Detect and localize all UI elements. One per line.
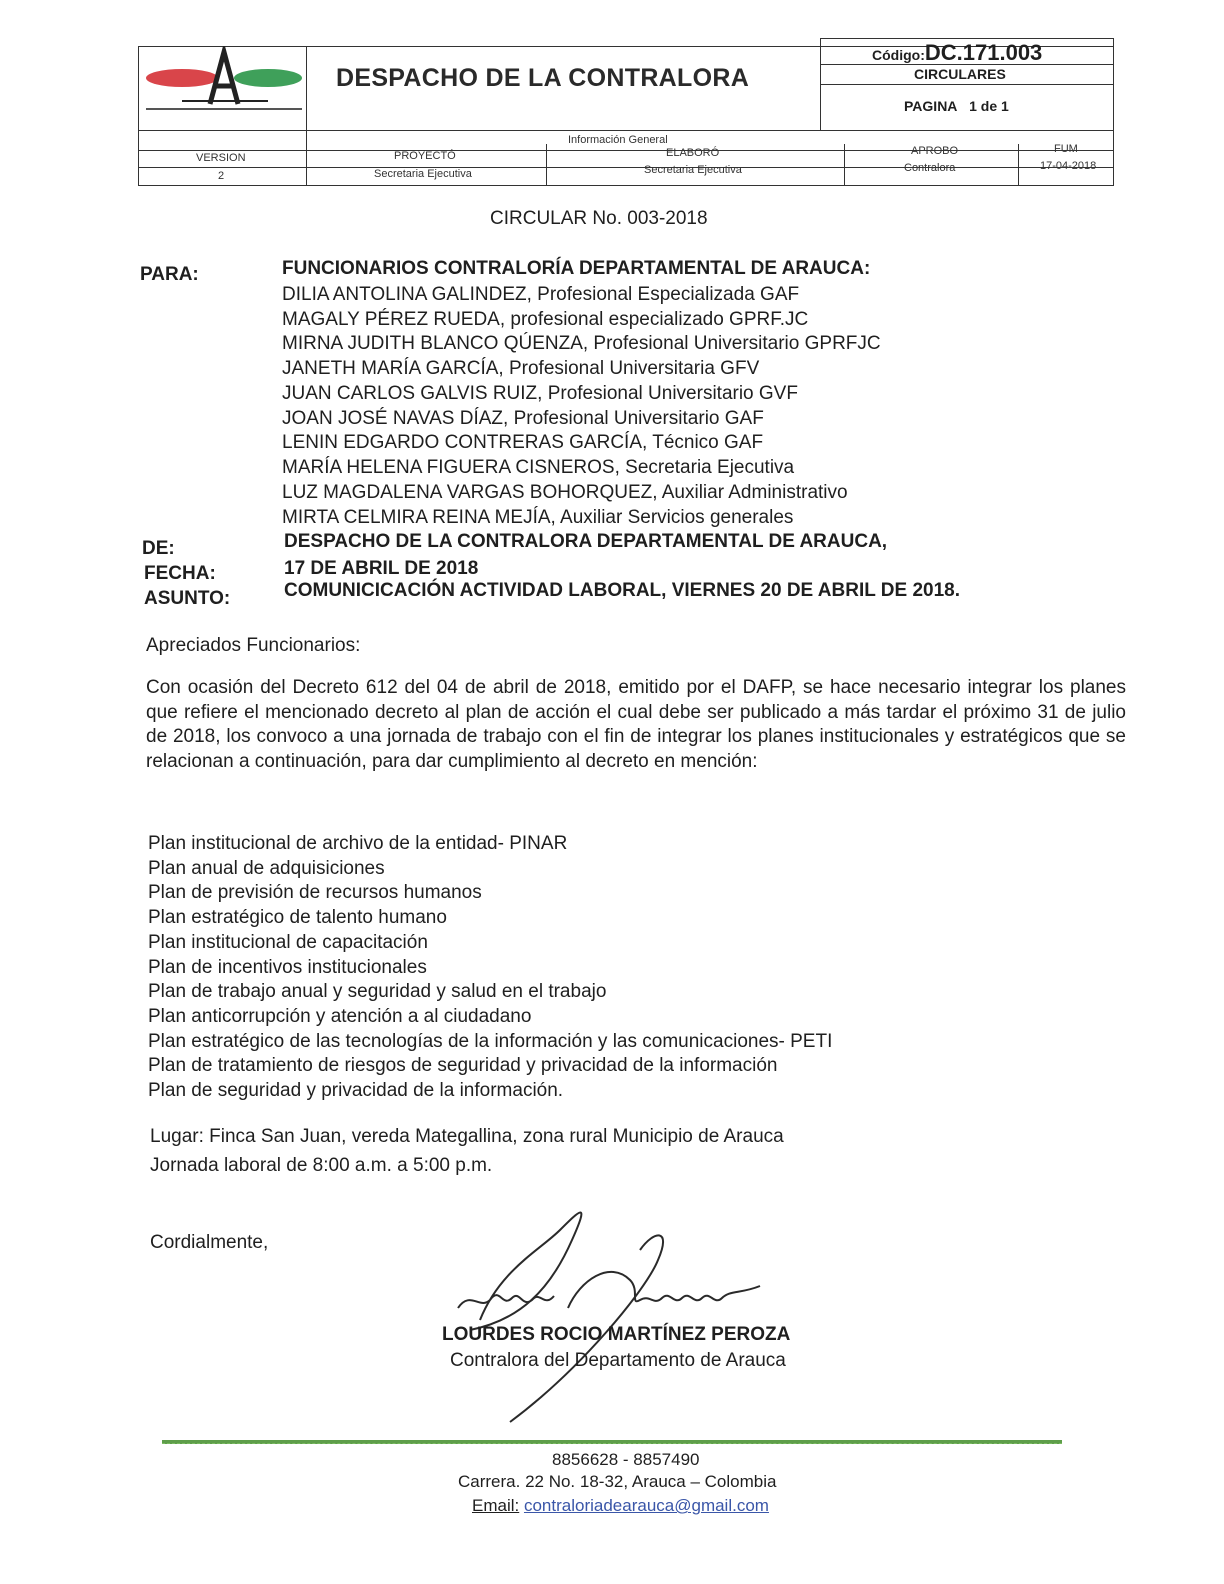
val-elaboro: Secretaria Ejecutiva <box>644 164 742 176</box>
val-version: 2 <box>218 170 225 182</box>
plan-item: Plan institucional de archivo de la entidad- PINAR <box>148 833 568 854</box>
recipient-line: JANETH MARÍA GARCÍA, Profesional Universitaria GFV <box>282 358 760 379</box>
document-title: DESPACHO DE LA CONTRALORA <box>336 64 750 92</box>
info-general-label: Información General <box>568 134 668 146</box>
jornada-line: Jornada laboral de 8:00 a.m. a 5:00 p.m. <box>150 1155 493 1176</box>
document-code <box>872 40 1042 66</box>
fecha-label: FECHA: <box>144 563 216 584</box>
plan-item: Plan de incentivos institucionales <box>148 956 427 978</box>
recipient-line: LENIN EDGARDO CONTRERAS GARCÍA, Técnico GAF <box>282 432 764 453</box>
page-value: 1 de 1 <box>969 98 1009 114</box>
asunto-label: ASUNTO: <box>144 588 231 609</box>
lugar-line: Lugar: Finca San Juan, vereda Mategallina, zona rural Municipio de Arauca <box>150 1126 784 1147</box>
recipient-line: MARÍA HELENA FIGUERA CISNEROS, Secretaria Ejecutiva <box>282 457 795 478</box>
de-label: DE: <box>142 538 175 559</box>
footer-address: Carrera. 22 No. 18-32, Arauca – Colombia <box>458 1472 777 1491</box>
email-label: Email: <box>472 1496 520 1515</box>
code-value: DC.171.003 <box>924 40 1043 65</box>
footer-divider <box>162 1440 1062 1444</box>
plan-item: Plan de trabajo anual y seguridad y salud en el trabajo <box>148 981 607 1003</box>
contraloria-logo <box>142 46 306 130</box>
footer-email <box>472 1496 769 1516</box>
de-value: DESPACHO DE LA CONTRALORA DEPARTAMENTAL DE ARAUCA, <box>284 531 888 552</box>
signer-name: LOURDES ROCIO MARTÍNEZ PEROZA <box>442 1324 791 1345</box>
document-header-table <box>138 38 1114 186</box>
body-paragraph: Con ocasión del Decreto 612 del 04 de abril de 2018, emitido por el DAFP, se hace necesario integrar los planes que refiere el mencionado decreto al plan de acción el cual debe ser publicado a más tardar el próximo 31 de julio de 2018, los convoco a una jornada de trabajo con el fin de integrar los planes institucionales y estratégicos que se relacionan a continuación, para dar cumplimiento al decreto en mención: <box>146 677 1126 772</box>
recipient-line: MIRNA JUDITH BLANCO QÚENZA, Profesional Universitario GPRFJC <box>282 333 881 354</box>
closing: Cordialmente, <box>150 1232 269 1253</box>
footer-phones: 8856628 - 8857490 <box>552 1450 700 1469</box>
plan-item: Plan de tratamiento de riesgos de seguridad y privacidad de la información <box>148 1055 778 1077</box>
plan-item: Plan anticorrupción y atención a al ciudadano <box>148 1005 532 1027</box>
recipient-line: LUZ MAGDALENA VARGAS BOHORQUEZ, Auxiliar Administrativo <box>282 482 848 503</box>
code-label: Código: <box>872 47 925 63</box>
plan-item: Plan estratégico de las tecnologías de la información y las comunicaciones- PETI <box>148 1030 833 1052</box>
page-label: PAGINA <box>904 98 958 114</box>
val-aprobo: Contralora <box>904 162 956 174</box>
signer-role: Contralora del Departamento de Arauca <box>450 1350 786 1371</box>
fecha-value: 17 DE ABRIL DE 2018 <box>284 558 479 579</box>
col-elaboro: ELABORÓ <box>666 147 720 159</box>
col-fum: FUM <box>1054 143 1078 155</box>
val-fum: 17-04-2018 <box>1040 160 1097 172</box>
page-indicator <box>904 98 1009 114</box>
section-label: CIRCULARES <box>914 66 1006 82</box>
recipient-line: MAGALY PÉREZ RUEDA, profesional especializado GPRF.JC <box>282 309 809 330</box>
greeting: Apreciados Funcionarios: <box>146 635 361 656</box>
plan-item: Plan estratégico de talento humano <box>148 907 447 929</box>
plan-item: Plan de seguridad y privacidad de la información. <box>148 1080 564 1102</box>
plan-item: Plan de previsión de recursos humanos <box>148 882 482 904</box>
para-label: PARA: <box>140 264 199 285</box>
recipient-line: JUAN CARLOS GALVIS RUIZ, Profesional Universitario GVF <box>282 383 798 404</box>
asunto-value: COMUNICICACIÓN ACTIVIDAD LABORAL, VIERNES 20 DE ABRIL DE 2018. <box>284 580 960 601</box>
col-proyecto: PROYECTÓ <box>394 150 456 162</box>
recipient-line: JOAN JOSÉ NAVAS DÍAZ, Profesional Universitario GAF <box>282 408 764 429</box>
col-aprobo: APROBO <box>911 145 959 157</box>
plans-list <box>148 832 832 1104</box>
recipient-line: MIRTA CELMIRA REINA MEJÍA, Auxiliar Servicios generales <box>282 507 794 528</box>
recipient-line: DILIA ANTOLINA GALINDEZ, Profesional Especializada GAF <box>282 284 800 305</box>
para-heading: FUNCIONARIOS CONTRALORÍA DEPARTAMENTAL DE ARAUCA: <box>282 258 871 279</box>
email-link[interactable]: contraloriadearauca@gmail.com <box>523 1496 769 1515</box>
plan-item: Plan institucional de capacitación <box>148 931 428 953</box>
plan-item: Plan anual de adquisiciones <box>148 857 385 879</box>
handwritten-signature <box>440 1190 780 1430</box>
col-version: VERSION <box>196 152 246 164</box>
val-proyecto: Secretaria Ejecutiva <box>374 168 472 180</box>
circular-title: CIRCULAR No. 003-2018 <box>490 208 708 229</box>
